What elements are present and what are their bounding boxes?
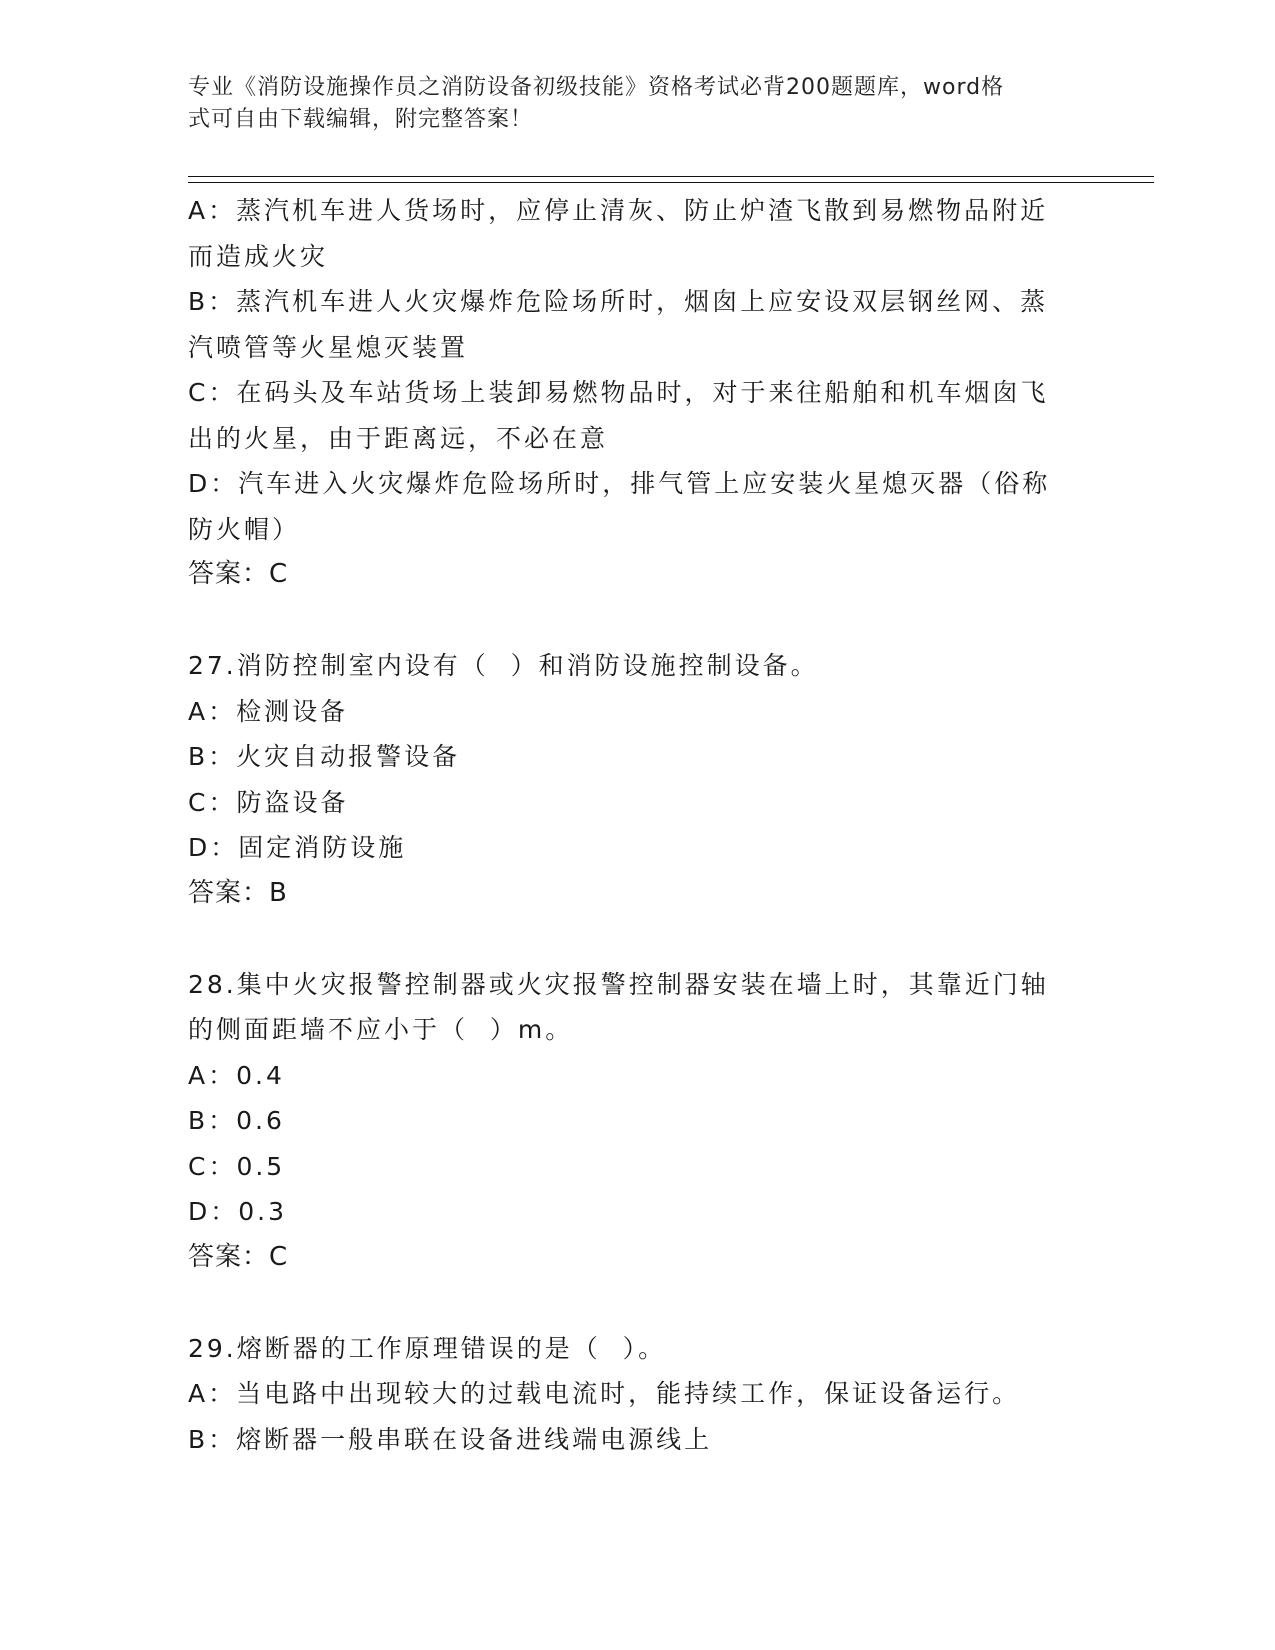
question-27 — [188, 643, 1078, 916]
q28-answer: 答案：C — [188, 1241, 289, 1272]
spacer — [188, 916, 1078, 962]
q29-option-b: B：熔断器一般串联在设备进线端电源线上 — [188, 1424, 713, 1454]
q27-option-d: D：固定消防设施 — [188, 833, 407, 862]
q28-option-d: D：0.3 — [188, 1197, 288, 1226]
q26-option-b-line-2: 汽喷管等火星熄灭装置 — [188, 332, 469, 362]
q27-option-b: B：火灾自动报警设备 — [188, 742, 461, 771]
q26-option-c-line-2: 出的火星，由于距离远，不必在意 — [188, 423, 609, 453]
question-content — [188, 188, 1078, 1462]
spacer — [188, 598, 1078, 644]
q28-option-a: A：0.4 — [188, 1060, 285, 1090]
spacer — [188, 1280, 1078, 1326]
q26-option-d-line-2: 防火帽） — [188, 514, 301, 544]
q26-option-a-line-1: A：蒸汽机车进人货场时，应停止清灰、防止炉渣飞散到易燃物品附近 — [188, 196, 1049, 225]
question-29 — [188, 1326, 1078, 1463]
q28-stem-line-2: 的侧面距墙不应小于（ ）m。 — [188, 1015, 574, 1044]
header-line-2: 式可自由下载编辑，附完整答案！ — [188, 107, 534, 132]
q26-option-d-line-1: D：汽车进入火灾爆炸危险场所时，排气管上应安装火星熄灭器（俗称 — [188, 469, 1051, 498]
q26-answer: 答案：C — [188, 559, 289, 589]
q29-option-a: A：当电路中出现较大的过载电流时，能持续工作，保证设备运行。 — [188, 1379, 1021, 1408]
q29-stem: 29.熔断器的工作原理错误的是（ ）。 — [188, 1333, 667, 1363]
header-divider-top — [188, 176, 1154, 177]
q28-stem-line-1: 28.集中火灾报警控制器或火灾报警控制器安装在墙上时，其靠近门轴 — [188, 969, 1049, 999]
q26-option-a-line-2: 而造成火灾 — [188, 241, 329, 271]
q26-option-b-line-1: B：蒸汽机车进人火灾爆炸危险场所时，烟囱上应安设双层钢丝网、蒸 — [188, 287, 1049, 316]
q27-option-a: A：检测设备 — [188, 696, 349, 726]
question-26 — [188, 188, 1078, 598]
q27-option-c: C：防盗设备 — [188, 787, 349, 817]
q27-stem: 27.消防控制室内设有（ ）和消防设施控制设备。 — [188, 651, 819, 680]
question-28 — [188, 962, 1078, 1281]
q26-option-c-line-1: C：在码头及车站货场上装卸易燃物品时，对于来往船舶和机车烟囱飞 — [188, 378, 1049, 407]
header-divider-bottom — [188, 182, 1154, 183]
header-line-1: 专业《消防设施操作员之消防设备初级技能》资格考试必背200题题库，word格 — [188, 75, 1005, 100]
document-header — [188, 72, 1068, 136]
q28-option-b: B：0.6 — [188, 1106, 285, 1135]
q27-answer: 答案：B — [188, 877, 288, 908]
q28-option-c: C：0.5 — [188, 1151, 286, 1181]
